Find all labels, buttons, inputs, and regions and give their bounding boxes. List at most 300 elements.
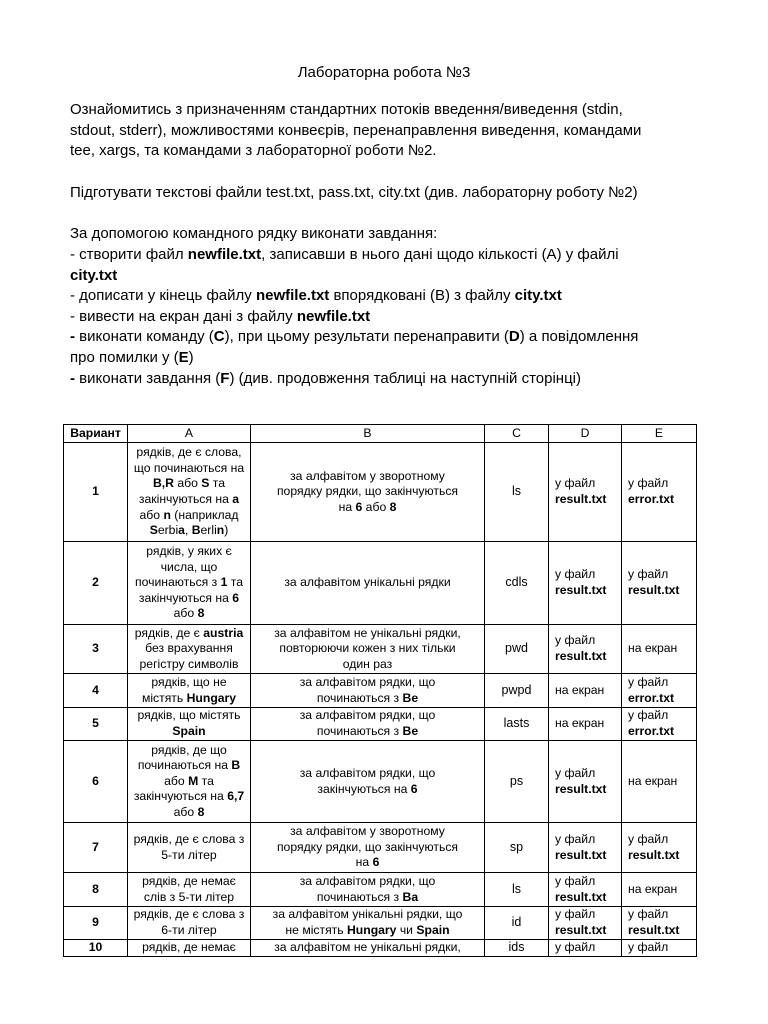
- text-run: або: [164, 773, 189, 788]
- cell-e: [622, 741, 697, 823]
- text-run: за алфавітом унікальні рядки: [284, 575, 451, 590]
- text-line: [555, 583, 618, 599]
- cell-d: [549, 873, 622, 907]
- text-line: [131, 874, 247, 890]
- cell-d: [549, 823, 622, 873]
- text-run: ) а повідомлення: [519, 328, 639, 346]
- text-line: [628, 774, 693, 790]
- text-run: починаються з: [316, 889, 403, 904]
- cell-b: [251, 907, 485, 940]
- text-run: на екран: [628, 881, 678, 896]
- variant-number: 1: [64, 443, 128, 542]
- text-line: [628, 708, 693, 724]
- bold-run: a: [178, 523, 185, 538]
- cell-a: [128, 708, 251, 741]
- cell-c: ls: [485, 873, 549, 907]
- text-line: [131, 560, 247, 576]
- text-run: за алфавітом не унікальні рядки,: [274, 940, 461, 955]
- text-line: [131, 606, 247, 622]
- text-run: не містять: [285, 923, 347, 937]
- text-line: [131, 691, 247, 707]
- text-run: у файл: [555, 765, 596, 780]
- text-line: [131, 476, 247, 492]
- variant-number: 8: [64, 873, 128, 907]
- text-run: на екран: [628, 641, 678, 656]
- text-line: [254, 657, 481, 673]
- text-line: [131, 758, 247, 774]
- cell-b: [251, 940, 485, 957]
- cell-d: [549, 708, 622, 741]
- text-line: [254, 691, 481, 707]
- bold-run: result.txt: [628, 847, 680, 862]
- text-line: [254, 940, 481, 956]
- bold-run: 8: [197, 606, 205, 621]
- cell-e: [622, 823, 697, 873]
- table-row: [64, 907, 697, 940]
- text-line: [131, 923, 247, 939]
- text-run: рядків, у яких є: [146, 544, 232, 559]
- text-run: впорядковані (B) з файлу: [329, 287, 515, 305]
- text-line: [628, 882, 693, 898]
- bold-run: result.txt: [555, 889, 607, 904]
- text-line: [555, 567, 618, 583]
- text-run: у файл: [555, 633, 596, 648]
- text-line: [254, 500, 481, 516]
- cell-a: [128, 907, 251, 940]
- text-run: у файл: [628, 674, 669, 689]
- text-line: [628, 691, 693, 707]
- cell-e: [622, 907, 697, 940]
- cell-c: lasts: [485, 708, 549, 741]
- bold-run: -: [70, 328, 75, 346]
- text-run: закінчуються на: [317, 781, 411, 796]
- text-line: [131, 641, 247, 657]
- text-line: [628, 675, 693, 691]
- text-run: рядків, де що: [151, 742, 227, 757]
- bold-run: a: [232, 492, 240, 506]
- text-run: та: [227, 575, 244, 590]
- text-line: [254, 890, 481, 906]
- text-run: що починаються на: [133, 460, 245, 475]
- text-line: [628, 492, 693, 508]
- bold-run: result.txt: [555, 923, 607, 937]
- cell-a: [128, 674, 251, 708]
- text-run: рядків, де немає: [142, 873, 236, 888]
- cell-d: [549, 741, 622, 823]
- text-run: erli: [200, 523, 217, 538]
- cell-b: [251, 708, 485, 741]
- table-row: [64, 873, 697, 907]
- text-run: за алфавітом у зворотному: [290, 468, 445, 483]
- text-run: на екран: [555, 716, 605, 731]
- text-line: [131, 708, 247, 724]
- bold-run: result.txt: [555, 847, 607, 862]
- text-line: [131, 492, 247, 508]
- task-list: [70, 224, 720, 389]
- cell-d: [549, 940, 622, 957]
- text-run: або: [173, 476, 202, 491]
- text-line: [70, 369, 720, 390]
- text-line: [131, 544, 247, 560]
- text-run: у файл: [628, 476, 669, 491]
- cell-c: ids: [485, 940, 549, 957]
- bold-run: 6: [355, 499, 363, 514]
- text-run: містять: [141, 690, 187, 705]
- text-line: [555, 649, 618, 665]
- bold-run: error.txt: [628, 724, 675, 738]
- text-run: за алфавітом унікальні рядки, що: [272, 907, 463, 922]
- text-line: [555, 907, 618, 923]
- text-line: [254, 641, 481, 657]
- text-run: за алфавітом рядки, що: [299, 708, 436, 723]
- text-run: у файл: [628, 567, 669, 582]
- header-d: D: [549, 425, 622, 443]
- text-line: [628, 583, 693, 599]
- text-line: [131, 523, 247, 539]
- text-run: або: [362, 499, 390, 514]
- text-run: (наприклад: [170, 507, 239, 522]
- text-line: [555, 874, 618, 890]
- text-line: [254, 708, 481, 724]
- text-run: числа, що: [160, 559, 218, 574]
- text-run: ) (див. продовження таблиці на наступній сторінці): [229, 369, 582, 387]
- text-line: [131, 940, 247, 956]
- text-line: [70, 266, 720, 287]
- intro-paragraph-2: [70, 183, 720, 204]
- text-run: рядків, що не: [151, 674, 227, 689]
- text-run: за алфавітом не унікальні рядки,: [274, 625, 461, 640]
- cell-c: pwd: [485, 625, 549, 674]
- table-row: [64, 625, 697, 674]
- cell-b: [251, 873, 485, 907]
- bold-run: result.txt: [628, 583, 680, 597]
- text-line: [70, 307, 720, 328]
- cell-c: cdls: [485, 542, 549, 625]
- bold-run: error.txt: [628, 492, 675, 506]
- cell-b: [251, 823, 485, 873]
- text-run: - створити файл: [70, 245, 188, 263]
- text-line: [131, 575, 247, 591]
- cell-c: ls: [485, 443, 549, 542]
- text-line: [254, 469, 481, 485]
- text-run: За допомогою командного рядку виконати завдання:: [70, 225, 438, 243]
- bold-run: D: [508, 328, 520, 346]
- text-line: [70, 121, 720, 142]
- text-line: [70, 183, 720, 204]
- cell-b: [251, 625, 485, 674]
- variant-number: 6: [64, 741, 128, 823]
- bold-run: 1: [220, 575, 228, 590]
- cell-b: [251, 741, 485, 823]
- text-run: без врахування: [145, 641, 233, 656]
- text-line: [555, 716, 618, 732]
- text-run: рядків, де немає: [142, 940, 236, 955]
- cell-a: [128, 823, 251, 873]
- bold-run: Ba: [402, 889, 419, 904]
- bold-run: M: [188, 773, 199, 788]
- bold-run: B,R: [152, 476, 174, 491]
- text-run: виконати завдання (: [75, 369, 221, 387]
- cell-d: [549, 443, 622, 542]
- text-line: [555, 782, 618, 798]
- bold-run: newfile.txt: [255, 287, 330, 305]
- text-run: рядків, де є слова з: [133, 831, 245, 846]
- text-run: про помилки у (: [70, 348, 179, 366]
- text-run: у файл: [555, 873, 596, 888]
- cell-b: [251, 542, 485, 625]
- text-run: рядків, де є: [134, 625, 204, 640]
- text-line: [131, 907, 247, 923]
- text-line: [555, 940, 618, 956]
- text-run: або: [173, 804, 198, 819]
- bold-run: 8: [389, 499, 397, 514]
- bold-run: Be: [402, 724, 419, 738]
- cell-e: [622, 443, 697, 542]
- text-line: [628, 832, 693, 848]
- text-line: [254, 782, 481, 798]
- bold-run: austria: [203, 625, 244, 640]
- bold-run: B: [231, 758, 241, 773]
- text-run: - вивести на екран дані з файлу: [70, 307, 297, 325]
- text-run: або: [139, 507, 164, 522]
- text-run: або: [173, 606, 198, 621]
- cell-a: [128, 625, 251, 674]
- text-line: [131, 591, 247, 607]
- text-line: [254, 874, 481, 890]
- text-line: [131, 445, 247, 461]
- variant-number: 7: [64, 823, 128, 873]
- text-run: та: [198, 773, 214, 788]
- cell-e: [622, 940, 697, 957]
- cell-d: [549, 674, 622, 708]
- text-run: один раз: [342, 656, 393, 671]
- variant-number: 3: [64, 625, 128, 674]
- text-line: [254, 724, 481, 740]
- text-run: рядків, де є слова,: [136, 445, 242, 460]
- text-line: [555, 832, 618, 848]
- header-a: A: [128, 425, 251, 443]
- bold-run: -: [70, 369, 75, 387]
- text-run: порядку рядки, що закінчуються: [276, 484, 459, 499]
- text-run: починаються з: [316, 690, 403, 705]
- text-line: [555, 766, 618, 782]
- text-run: ): [224, 523, 229, 538]
- variant-number: 4: [64, 674, 128, 708]
- text-line: [131, 508, 247, 524]
- text-run: повторюючи кожен з них тільки: [279, 641, 456, 656]
- text-line: [254, 675, 481, 691]
- text-run: у файл: [555, 831, 596, 846]
- text-run: за алфавітом рядки, що: [299, 765, 436, 780]
- text-line: [254, 484, 481, 500]
- table-row: [64, 940, 697, 957]
- table-header-row: [64, 425, 697, 443]
- text-line: [70, 348, 720, 369]
- text-run: слів з 5-ти літер: [143, 889, 235, 904]
- page-title: Лабораторна робота №3: [297, 64, 471, 81]
- text-line: [131, 805, 247, 821]
- bold-run: newfile.txt: [187, 245, 262, 263]
- text-run: на екран: [628, 773, 678, 788]
- text-line: [254, 923, 481, 939]
- text-run: закінчуються на: [133, 789, 228, 804]
- text-line: [254, 766, 481, 782]
- text-run: 5-ти літер: [161, 847, 217, 862]
- text-run: Підготувати текстові файли test.txt, pass.txt, city.txt (див. лабораторну роботу №2): [70, 183, 638, 201]
- text-line: [131, 743, 247, 759]
- text-run: ,: [184, 523, 192, 538]
- cell-c: pwpd: [485, 674, 549, 708]
- cell-a: [128, 940, 251, 957]
- intro-text: [70, 100, 720, 389]
- text-run: починаються на: [137, 758, 232, 773]
- bold-run: n: [216, 523, 225, 538]
- bold-run: 6: [232, 590, 240, 605]
- text-run: виконати команду (: [75, 328, 214, 346]
- text-run: Ознайомитись з призначенням стандартних потоків введення/виведення (stdin,: [70, 101, 623, 118]
- text-line: [555, 683, 618, 699]
- bold-run: S: [201, 476, 210, 491]
- cell-e: [622, 674, 697, 708]
- text-run: на: [338, 499, 356, 514]
- text-run: закінчуються на: [138, 590, 233, 605]
- text-run: - дописати у кінець файлу: [70, 287, 256, 305]
- table-row: [64, 443, 697, 542]
- text-line: [254, 575, 481, 591]
- text-line: [628, 940, 693, 956]
- text-run: за алфавітом рядки, що: [299, 674, 436, 689]
- bold-run: result.txt: [555, 781, 607, 796]
- text-run: регістру символів: [139, 656, 239, 671]
- text-line: [131, 789, 247, 805]
- text-run: 6-ти літер: [161, 923, 217, 937]
- bold-run: 6: [410, 781, 418, 796]
- text-line: [70, 224, 720, 245]
- text-line: [131, 890, 247, 906]
- cell-e: [622, 542, 697, 625]
- table-row: [64, 542, 697, 625]
- text-line: [131, 848, 247, 864]
- bold-run: city.txt: [514, 287, 562, 305]
- text-line: [555, 633, 618, 649]
- text-line: [628, 923, 693, 939]
- text-run: та: [209, 476, 226, 491]
- text-run: у файл: [555, 907, 596, 922]
- text-line: [254, 840, 481, 856]
- variant-number: 2: [64, 542, 128, 625]
- bold-run: E: [178, 348, 189, 366]
- cell-e: [622, 625, 697, 674]
- header-variant: Вариант: [64, 425, 128, 443]
- text-line: [254, 855, 481, 871]
- header-e: E: [622, 425, 697, 443]
- header-b: B: [251, 425, 485, 443]
- bold-run: result.txt: [628, 923, 680, 937]
- text-run: ): [188, 348, 194, 366]
- text-line: [628, 641, 693, 657]
- text-run: у файл: [555, 940, 596, 955]
- text-line: [628, 848, 693, 864]
- table-row: [64, 674, 697, 708]
- text-run: закінчуються на: [138, 492, 233, 506]
- text-line: [70, 327, 720, 348]
- text-line: [131, 657, 247, 673]
- text-run: ), при цьому результати перенаправити (: [224, 328, 509, 346]
- bold-run: 6: [372, 855, 380, 870]
- text-line: [131, 832, 247, 848]
- cell-b: [251, 674, 485, 708]
- text-line: [131, 774, 247, 790]
- cell-d: [549, 625, 622, 674]
- text-run: tee, xargs, та командами з лабораторної роботи №2.: [70, 142, 437, 160]
- text-line: [254, 626, 481, 642]
- cell-d: [549, 907, 622, 940]
- cell-a: [128, 741, 251, 823]
- text-run: рядків, де є слова з: [133, 907, 245, 922]
- text-run: рядків, що містять: [137, 708, 241, 723]
- bold-run: Hungary: [186, 690, 237, 705]
- text-line: [70, 245, 720, 266]
- bold-run: n: [163, 507, 171, 522]
- bold-run: F: [220, 369, 230, 387]
- text-run: у файл: [628, 708, 669, 723]
- variants-table: [63, 424, 697, 957]
- cell-a: [128, 873, 251, 907]
- cell-e: [622, 708, 697, 741]
- cell-c: id: [485, 907, 549, 940]
- text-run: , записавши в нього дані щодо кількості (A) у файлі: [261, 245, 619, 263]
- text-line: [628, 476, 693, 492]
- text-run: починаються з: [134, 575, 221, 590]
- cell-d: [549, 542, 622, 625]
- bold-run: newfile.txt: [296, 307, 371, 325]
- text-run: за алфавітом у зворотному: [290, 824, 445, 839]
- table-row: [64, 741, 697, 823]
- text-line: [131, 626, 247, 642]
- text-run: у файл: [628, 907, 669, 922]
- text-line: [555, 923, 618, 939]
- bold-run: city.txt: [70, 266, 118, 284]
- text-run: у файл: [628, 831, 669, 846]
- header-c: C: [485, 425, 549, 443]
- variant-number: 9: [64, 907, 128, 940]
- text-line: [555, 848, 618, 864]
- cell-c: sp: [485, 823, 549, 873]
- table-row: [64, 708, 697, 741]
- bold-run: 8: [197, 804, 205, 819]
- bold-run: C: [213, 328, 225, 346]
- text-run: на: [355, 855, 373, 870]
- text-run: чи: [396, 923, 417, 937]
- text-run: порядку рядки, що закінчуються: [276, 839, 459, 854]
- bold-run: Hungary: [347, 923, 397, 937]
- text-line: [555, 492, 618, 508]
- text-run: stdout, stderr), можливостями конвеєрів, перенаправлення виведення, командами: [70, 121, 642, 139]
- bold-run: result.txt: [555, 649, 607, 663]
- text-line: [555, 476, 618, 492]
- bold-run: Spain: [416, 923, 450, 937]
- text-run: за алфавітом рядки, що: [299, 873, 436, 888]
- bold-run: S: [149, 523, 158, 538]
- bold-run: Spain: [172, 724, 206, 738]
- bold-run: error.txt: [628, 690, 675, 705]
- cell-a: [128, 443, 251, 542]
- text-line: [254, 824, 481, 840]
- text-run: erbi: [157, 523, 179, 538]
- bold-run: 6,7: [227, 789, 245, 804]
- cell-c: ps: [485, 741, 549, 823]
- intro-paragraph-1: [70, 100, 720, 162]
